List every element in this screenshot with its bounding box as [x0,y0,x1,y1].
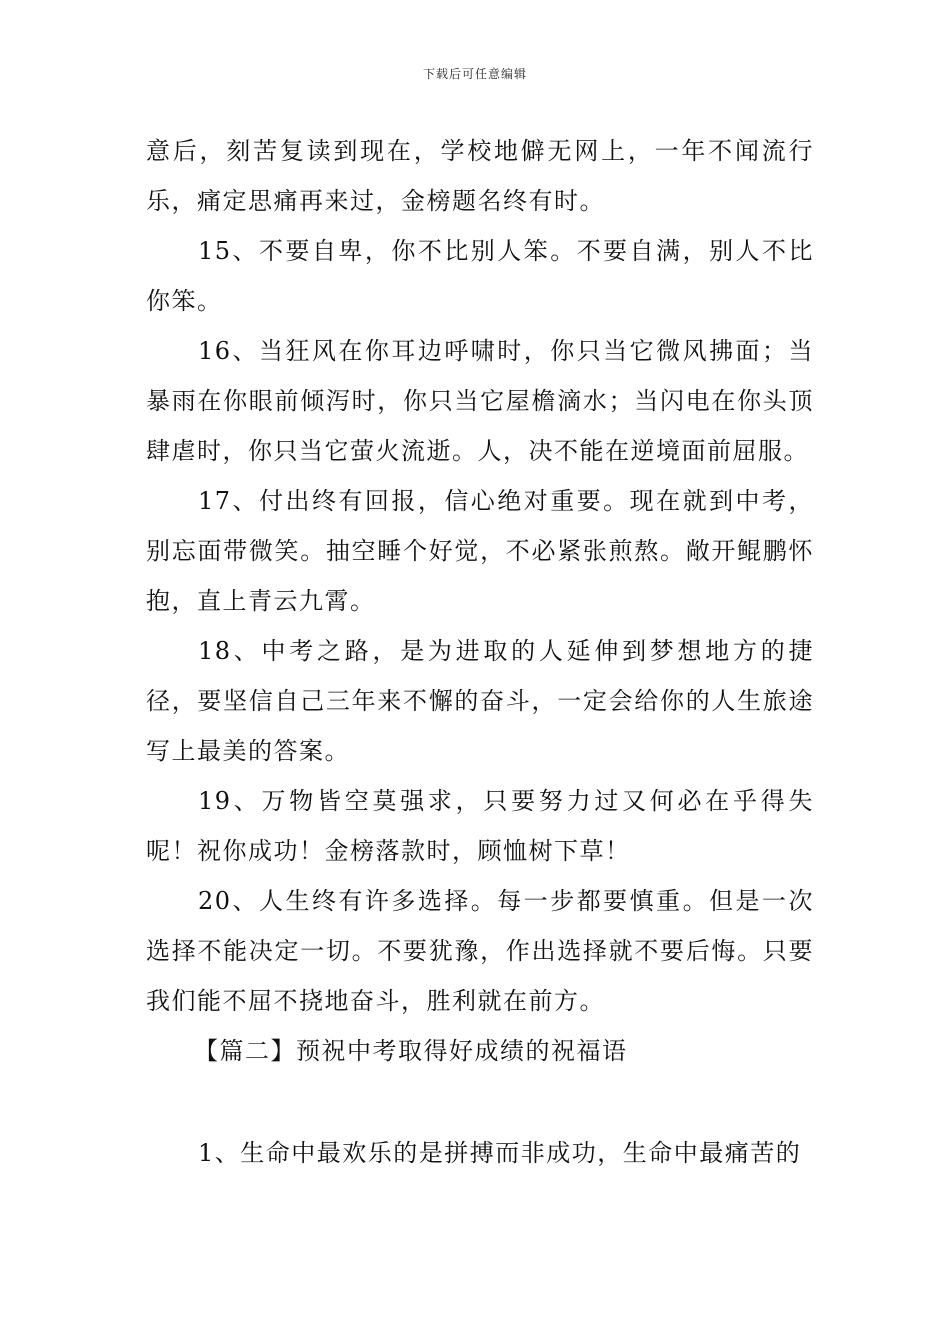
page-header-note: 下载后可任意编辑 [422,67,527,81]
paragraph-18: 18、中考之路，是为进取的人延伸到梦想地方的捷径，要坚信自己三年来不懈的奋斗，一定会给你的人生旅途写上最美的答案。 [146,637,814,765]
paragraph-1-start: 1、生命中最欢乐的是拼搏而非成功，生命中最痛苦的 [198,1139,802,1167]
paragraph-20: 20、人生终有许多选择。每一步都要慎重。但是一次选择不能决定一切。不要犹豫，作出选择就不要后悔。只要我们能不屈不挠地奋斗，胜利就在前方。 [146,887,814,1015]
paragraph-19: 19、万物皆空莫强求，只要努力过又何必在乎得失呢！祝你成功！金榜落款时，顾恤树下草！ [146,787,814,865]
document-body [146,126,814,1178]
section-spacer [146,1076,814,1128]
section-heading: 【篇二】预祝中考取得好成绩的祝福语 [194,1037,628,1065]
paragraph-16: 16、当狂风在你耳边呼啸时，你只当它微风拂面；当暴雨在你眼前倾泻时，你只当它屋檐滴水；当闪电在你头顶肆虐时，你只当它萤火流逝。人，决不能在逆境面前屈服。 [146,337,814,465]
paragraph-continuation: 意后，刻苦复读到现在，学校地僻无网上，一年不闻流行乐，痛定思痛再来过，金榜题名终有时。 [146,137,814,215]
paragraph-15: 15、不要自卑，你不比别人笨。不要自满，别人不比你笨。 [146,237,814,315]
paragraph-17: 17、付出终有回报，信心绝对重要。现在就到中考，别忘面带微笑。抽空睡个好觉，不必紧张煎熬。敞开鲲鹏怀抱，直上青云九霄。 [146,487,814,615]
